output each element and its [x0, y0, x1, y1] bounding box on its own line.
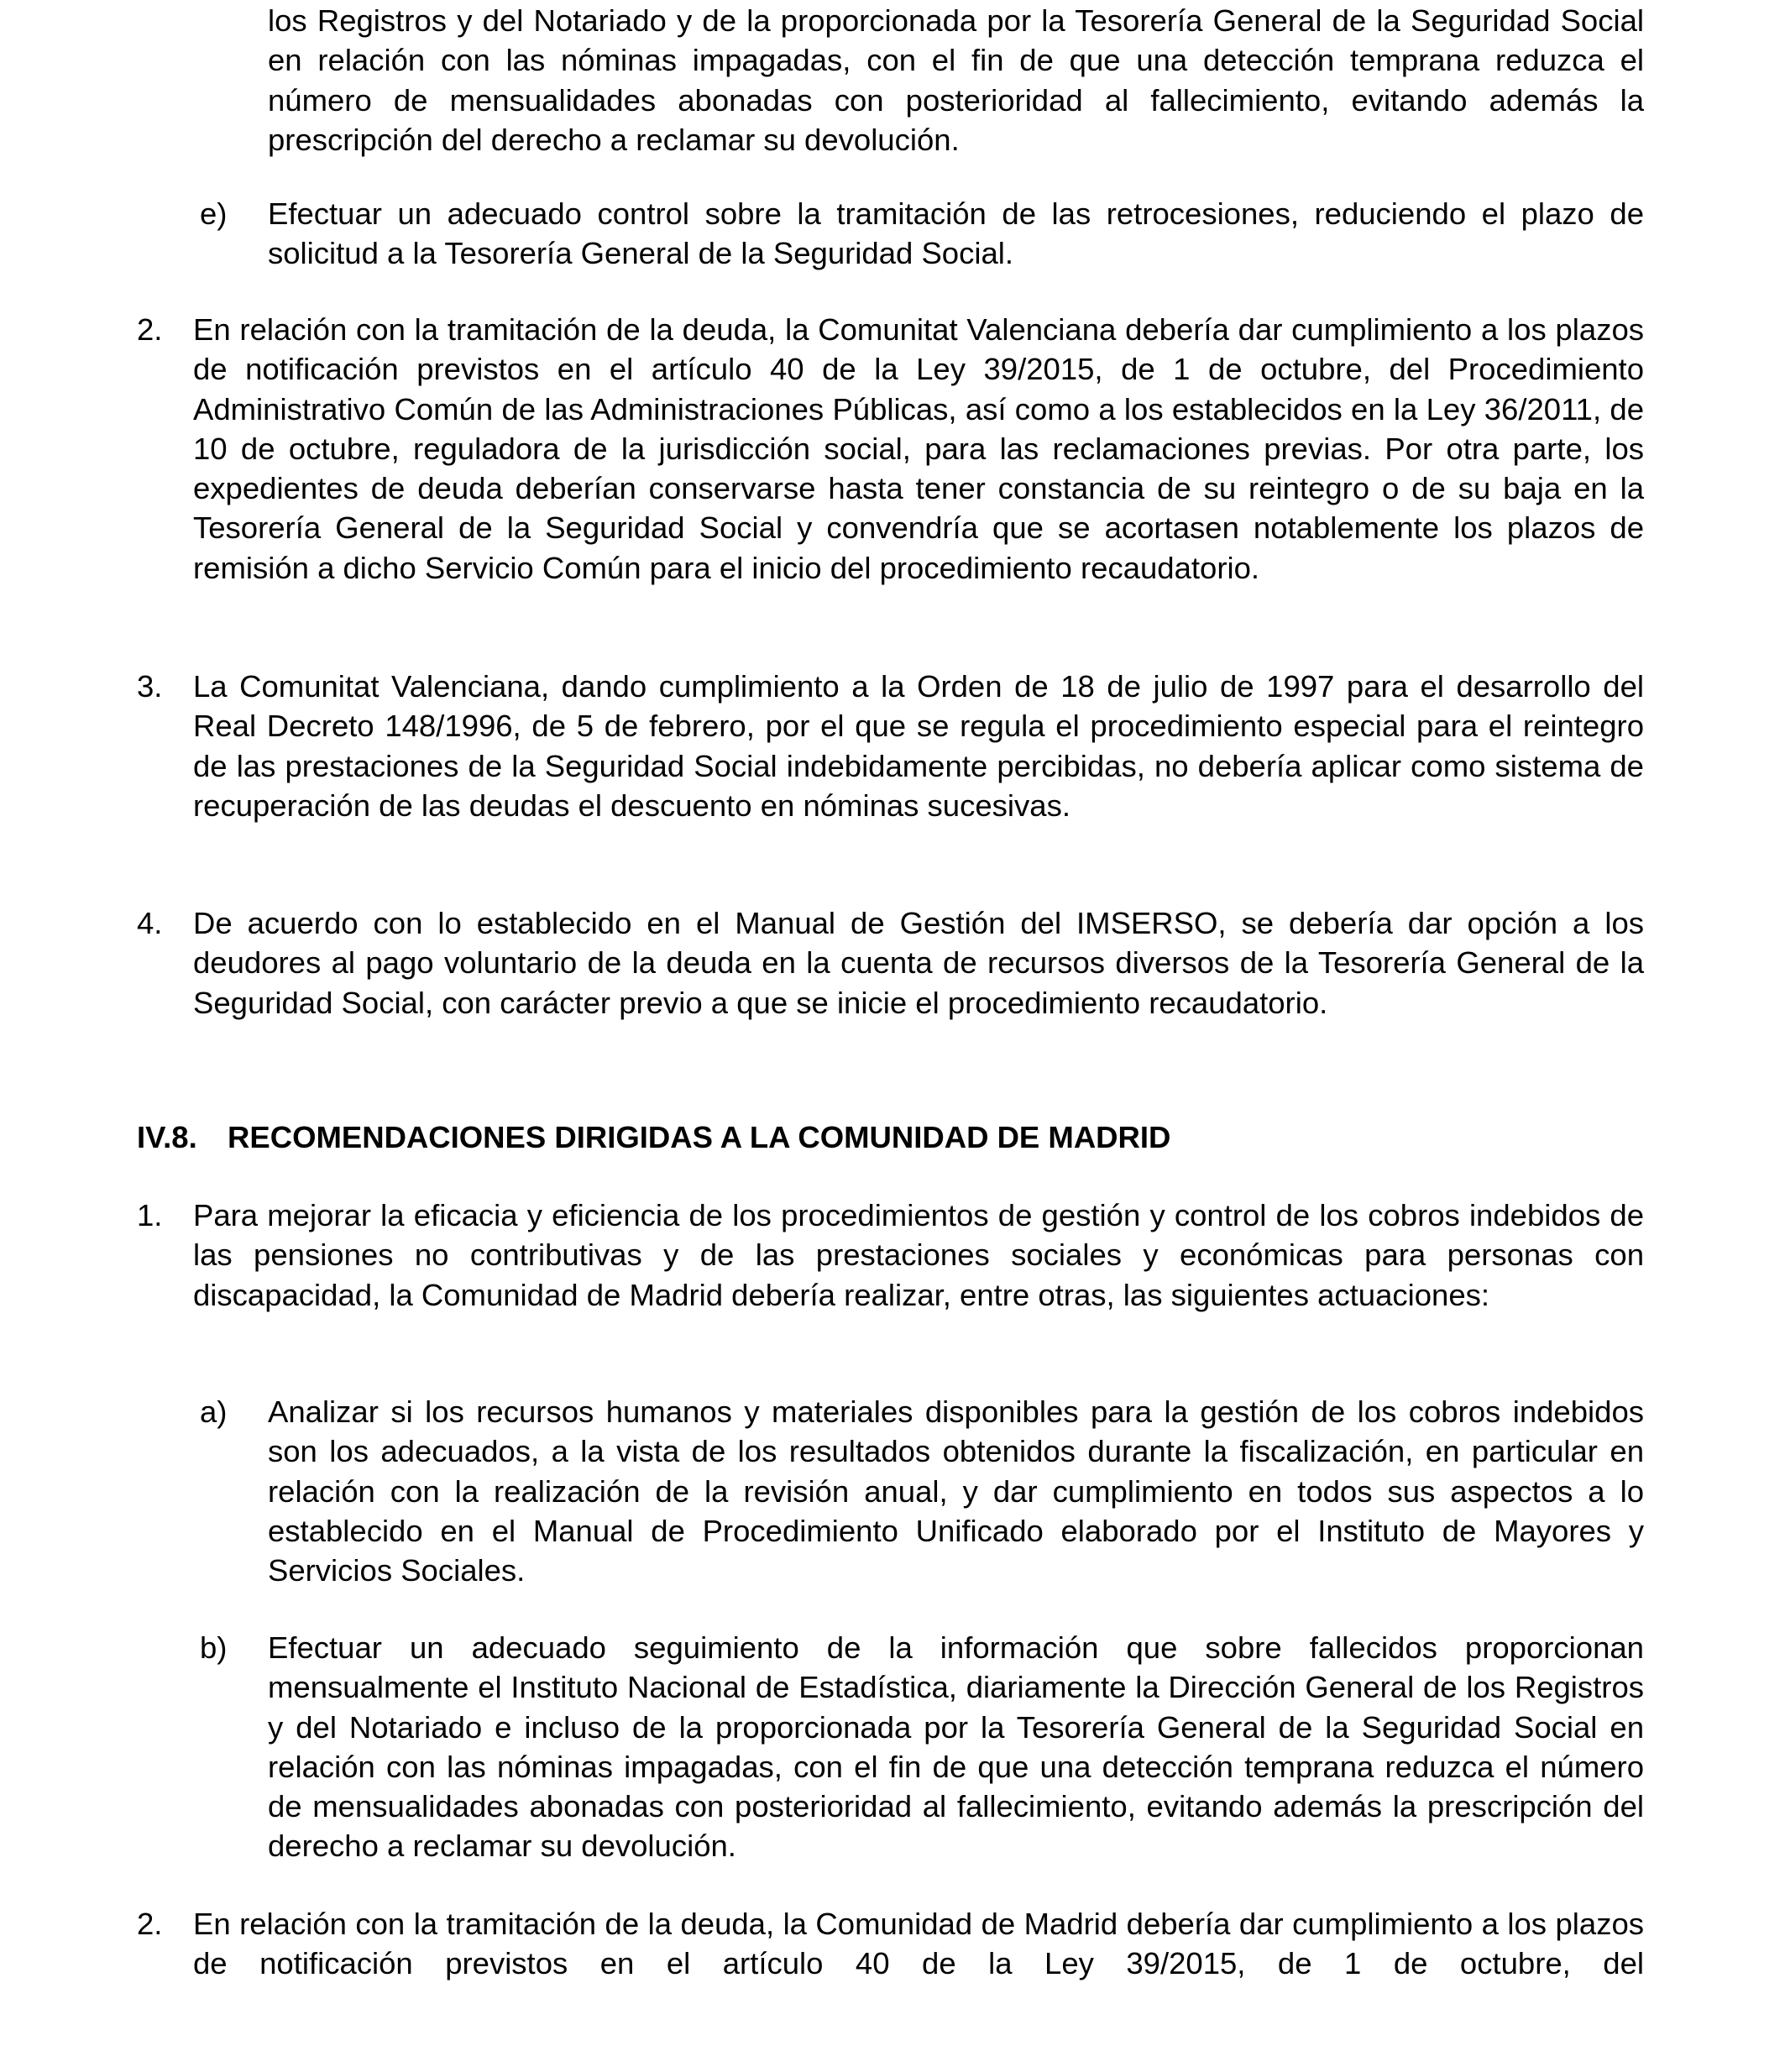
madrid-item-a-label: a) [200, 1394, 228, 1429]
madrid-item-1-text: Para mejorar la eficacia y eficiencia de los procedimientos de gestión y control de los cobros indebidos de las pensiones no contributivas y de las prestaciones sociales y económicas para personas con discapacidad, la Comunidad de Madrid debería realizar, entre otras, las siguientes actuaciones: [193, 1198, 1644, 1312]
valencia-item-3-label: 3. [137, 669, 163, 704]
madrid-item-b-text: Efectuar un adecuado seguimiento de la información que sobre fallecidos proporcionan mensualmente el Instituto Nacional de Estadística, diariamente la Dirección General de los Registros y del Notariado e incluso de la proporcionada por la Tesorería General de la Seguridad Social en relación con las nóminas impagadas, con el fin de que una detección temprana reduzca el número de mensualidades abonadas con posterioridad al fallecimiento, evitando además la prescripción del derecho a reclamar su devolución. [268, 1630, 1644, 1864]
valencia-item-3-text: La Comunitat Valenciana, dando cumplimiento a la Orden de 18 de julio de 1997 para el desarrollo del Real Decreto 148/1996, de 5 de febrero, por el que se regula el procedimiento especial para el reintegro de las prestaciones de la Seguridad Social indebidamente percibidas, no debería aplicar como sistema de recuperación de las deudas el descuento en nóminas sucesivas. [193, 669, 1644, 823]
item-e-label: e) [200, 196, 228, 231]
madrid-item-1-label: 1. [137, 1198, 163, 1232]
section-heading [137, 1117, 1170, 1157]
valencia-item-4-text: De acuerdo con lo establecido en el Manual de Gestión del IMSERSO, se debería dar opción a los deudores al pago voluntario de la deuda en la cuenta de recursos diversos de la Tesorería General de la Seguridad Social, con carácter previo a que se inicie el procedimiento recaudatorio. [193, 906, 1644, 1020]
valencia-item-2-label: 2. [137, 312, 163, 347]
section-title: RECOMENDACIONES DIRIGIDAS A LA COMUNIDAD DE MADRID [228, 1120, 1171, 1154]
madrid-item-a-text: Analizar si los recursos humanos y materiales disponibles para la gestión de los cobros indebidos son los adecuados, a la vista de los resultados obtenidos durante la fiscalización, en particular en relación con la realización de la revisión anual, y dar cumplimiento en todos sus aspectos a lo establecido en el Manual de Procedimiento Unificado elaborado por el Instituto de Mayores y Servicios Sociales. [268, 1394, 1644, 1588]
madrid-item-2-label: 2. [137, 1907, 163, 1941]
madrid-item-b-label: b) [200, 1630, 228, 1665]
item-e-text: Efectuar un adecuado control sobre la tramitación de las retrocesiones, reduciendo el plazo de solicitud a la Tesorería General de la Seguridad Social. [268, 196, 1644, 271]
section-number: IV.8. [137, 1120, 197, 1154]
continuation-paragraph: los Registros y del Notariado y de la proporcionada por la Tesorería General de la Seguridad Social en relación con las nóminas impagadas, con el fin de que una detección temprana reduzca el número de mensualidades abonadas con posterioridad al fallecimiento, evitando además la prescripción del derecho a reclamar su devolución. [268, 3, 1644, 157]
valencia-item-2-text: En relación con la tramitación de la deuda, la Comunitat Valenciana debería dar cumplimiento a los plazos de notificación previstos en el artículo 40 de la Ley 39/2015, de 1 de octubre, del Procedimiento Administrativo Común de las Administraciones Públicas, así como a los establecidos en la Ley 36/2011, de 10 de octubre, reguladora de la jurisdicción social, para las reclamaciones previas. Por otra parte, los expedientes de deuda deberían conservarse hasta tener constancia de su reintegro o de su baja en la Tesorería General de la Seguridad Social y convendría que se acortasen notablemente los plazos de remisión a dicho Servicio Común para el inicio del procedimiento recaudatorio. [193, 312, 1644, 585]
madrid-item-2-text: En relación con la tramitación de la deuda, la Comunidad de Madrid debería dar cumplimiento a los plazos de notificación previstos en el artículo 40 de la Ley 39/2015, de 1 de octubre, del [193, 1907, 1644, 1981]
valencia-item-4-label: 4. [137, 906, 163, 940]
